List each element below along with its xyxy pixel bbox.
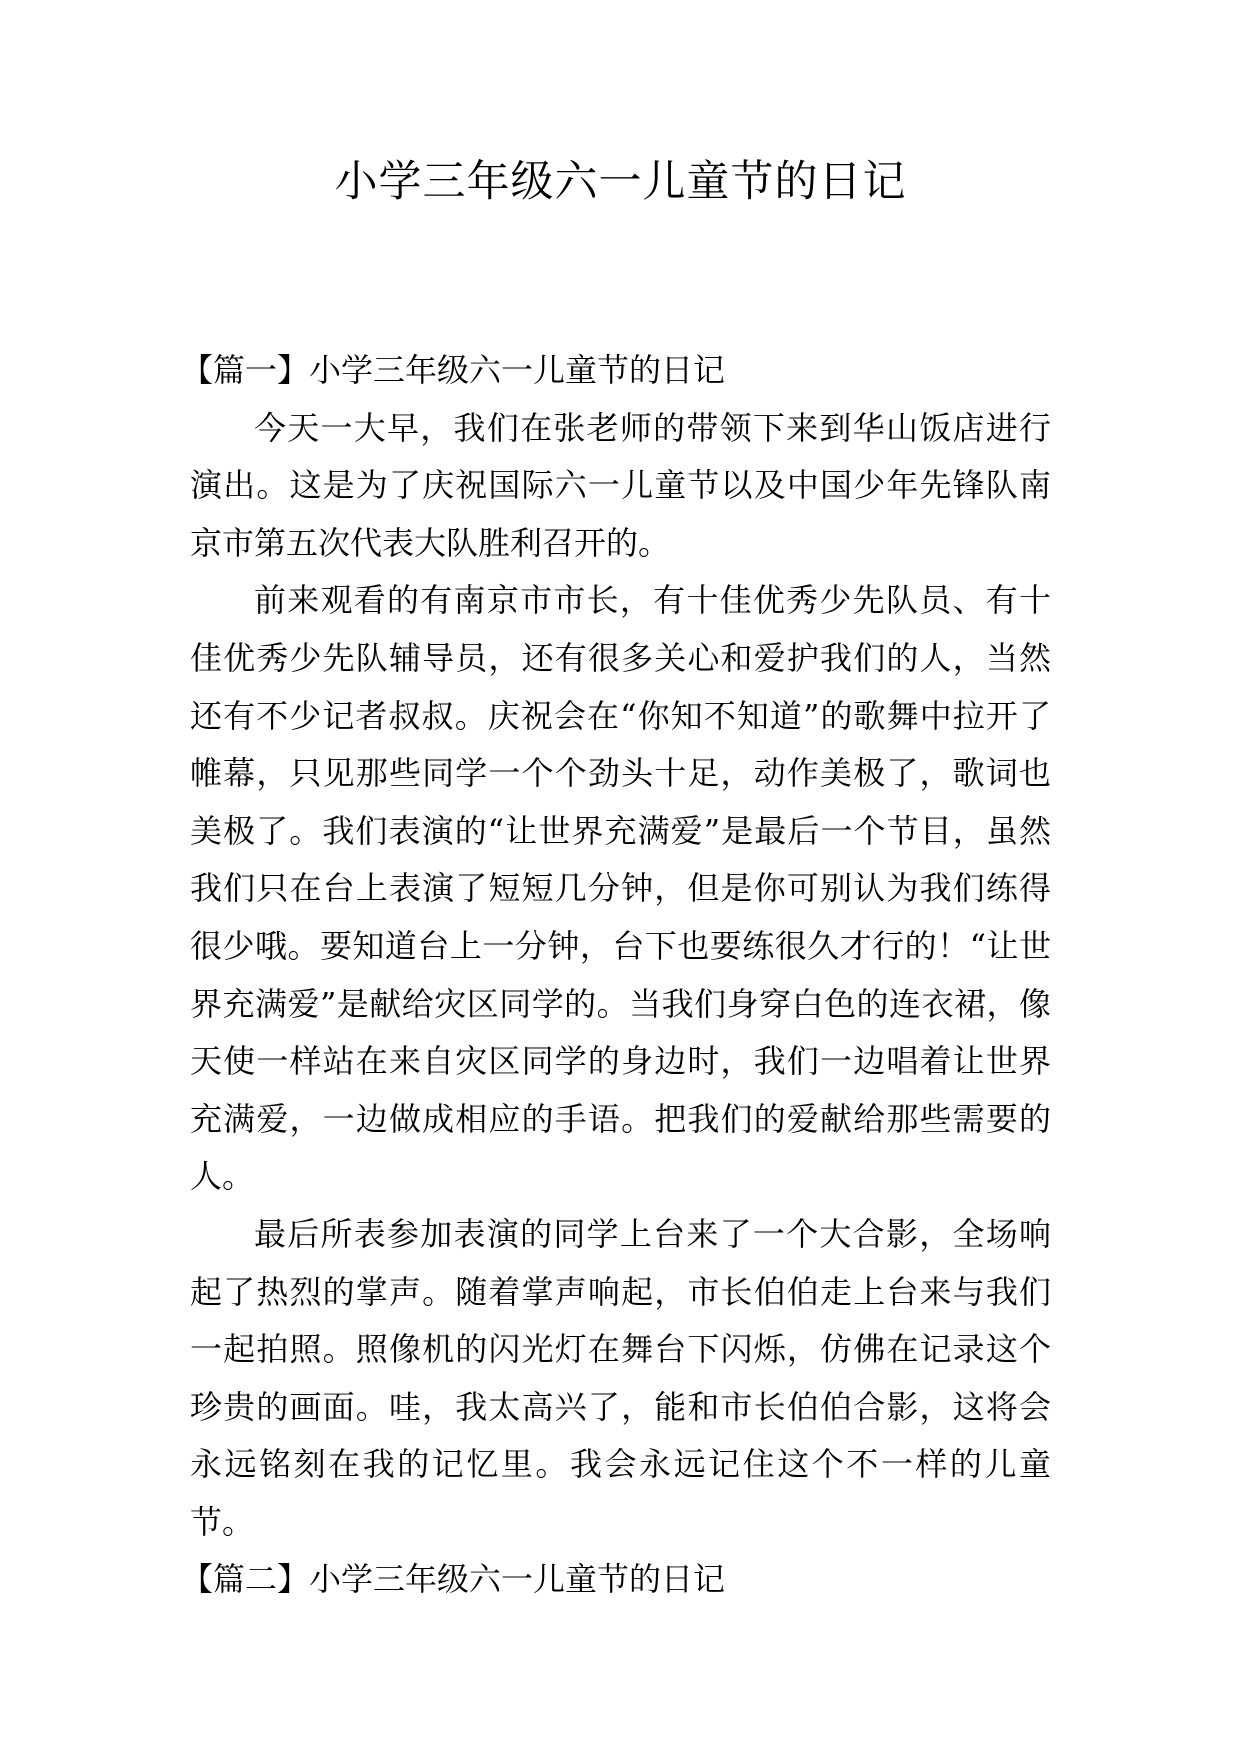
section-heading-1: 【篇一】小学三年级六一儿童节的日记	[181, 351, 726, 389]
document-body	[181, 342, 1051, 1609]
paragraph-1: 今天一大早，我们在张老师的带领下来到华山饭店进行演出。这是为了庆祝国际六一儿童节以及中国少年先锋队南京市第五次代表大队胜利召开的。	[190, 408, 1051, 562]
document-title: 小学三年级六一儿童节的日记	[334, 157, 907, 207]
paragraph-3: 最后所表参加表演的同学上台来了一个大合影，全场响起了热烈的掌声。随着掌声响起，市长伯伯走上台来与我们一起拍照。照像机的闪光灯在舞台下闪烁，仿佛在记录这个珍贵的画面。哇，我太高兴了，能和市长伯伯合影，这将会永远铭刻在我的记忆里。我会永远记住这个不一样的儿童节。	[190, 1214, 1051, 1541]
paragraph-2: 前来观看的有南京市市长，有十佳优秀少先队员、有十佳优秀少先队辅导员，还有很多关心和爱护我们的人，当然还有不少记者叔叔。庆祝会在“你知不知道”的歌舞中拉开了帷幕，只见那些同学一个个劲头十足，动作美极了，歌词也美极了。我们表演的“让世界充满爱”是最后一个节目，虽然我们只在台上表演了短短几分钟，但是你可别认为我们练得很少哦。要知道台上一分钟，台下也要练很久才行的！“让世界充满爱”是献给灾区同学的。当我们身穿白色的连衣裙，像天使一样站在来自灾区同学的身边时，我们一边唱着让世界充满爱，一边做成相应的手语。把我们的爱献给那些需要的人。	[190, 581, 1051, 1196]
section-heading-2: 【篇二】小学三年级六一儿童节的日记	[181, 1560, 726, 1599]
